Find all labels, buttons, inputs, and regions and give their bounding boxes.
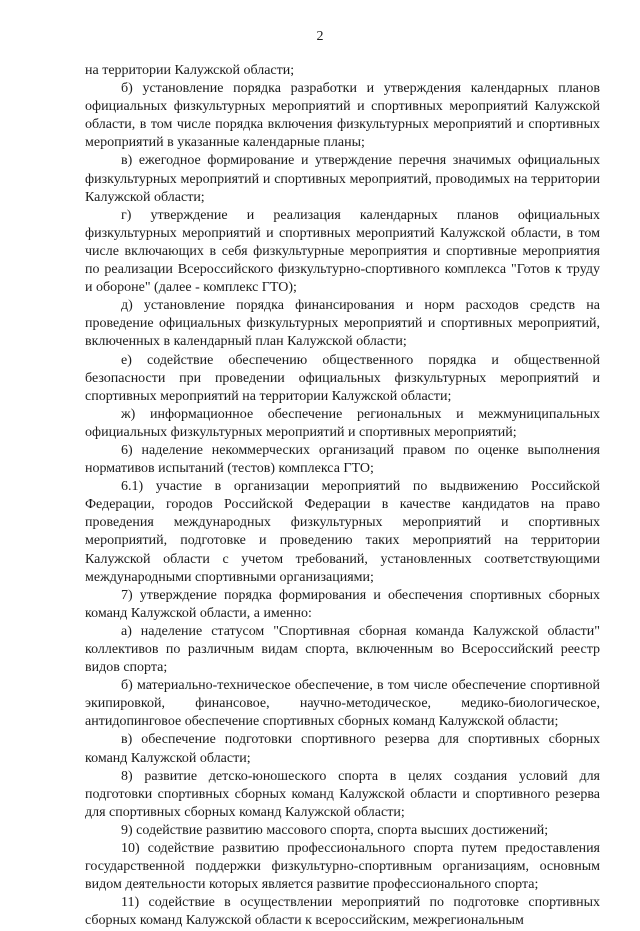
paragraph-item-zh: ж) информационное обеспечение региональных и межмуниципальных официальных физкультурных мероприятий и спортивных мероприятий; [85, 406, 600, 440]
paragraph-item-10: 10) содействие развитию профессионального спорта путем предоставления государственной поддержки физкультурно-спортивным организациям, основным видом деятельности которых является развитие профессионального спорта; [85, 841, 600, 893]
paragraph-item-7-a: а) наделение статусом "Спортивная сборная команда Калужской области" коллективов по различным видам спорта, включенным во Всероссийский реестр видов спорта; [85, 623, 600, 676]
paragraph-item-7-v: в) обеспечение подготовки спортивного резерва для спортивных сборных команд Калужской области; [85, 732, 600, 766]
paragraph-item-v: в) ежегодное формирование и утверждение перечня значимых официальных физкультурных мероприятий и спортивных мероприятий, проводимых на территории Калужской области; [85, 153, 600, 205]
paragraph-item-7: 7) утверждение порядка формирования и обеспечения спортивных сборных команд Калужской области, а именно: [85, 587, 600, 621]
paragraph-item-6-1: 6.1) участие в организации мероприятий по выдвижению Российской Федерации, городов Российской Федерации в качестве кандидатов на право проведения международных физкультурных мероприятий и спортивных мероприятий, подготовке и проведению таких мероприятий на территории Калужской области с учетом требований, установленных соответствующими международными спортивными организациями; [85, 479, 600, 585]
paragraph-item-g: г) утверждение и реализация календарных планов официальных физкультурных мероприятий и спортивных мероприятий Калужской области, в том числе включающих в себя физкультурные мероприятия и спортивные мероприятия по реализации Всероссийского физкультурно-спортивного комплекса "Готов к труду и обороне" (далее - комплекс ГТО); [85, 207, 600, 296]
paragraph-item-7-b: б) материально-техническое обеспечение, в том числе обеспечение спортивной экипировкой, финансовое, научно-методическое, медико-биологическое, антидопинговое обеспечение спортивных сборных команд Калужской области; [85, 678, 600, 730]
scan-speck [355, 838, 357, 840]
paragraph-item-11: 11) содействие в осуществлении мероприятий по подготовке спортивных сборных команд Калужской области к всероссийским, межрегиональным [85, 895, 600, 929]
paragraph-item-9: 9) содействие развитию массового спорта, спорта высших достижений; [121, 822, 549, 838]
paragraph-item-6: 6) наделение некоммерческих организаций правом по оценке выполнения нормативов испытаний (тестов) комплекса ГТО; [85, 442, 600, 477]
paragraph-item-b: б) установление порядка разработки и утверждения календарных планов официальных физкультурных мероприятий и спортивных мероприятий Калужской области, в том числе порядка включения физкультурных мероприятий и спортивных мероприятий в указанные календарные планы; [85, 81, 600, 151]
document-body [85, 62, 600, 931]
page-number: 2 [316, 29, 324, 44]
paragraph-item-e: е) содействие обеспечению общественного порядка и общественной безопасности при проведении официальных физкультурных мероприятий и спортивных мероприятий на территории Калужской области; [85, 352, 600, 404]
paragraph-item-d: д) установление порядка финансирования и норм расходов средств на проведение официальных физкультурных мероприятий и спортивных мероприятий, включенных в календарный план Калужской области; [85, 298, 600, 350]
paragraph-item-8: 8) развитие детско-юношеского спорта в целях создания условий для подготовки спортивных сборных команд Калужской области и спортивного резерва для спортивных сборных команд Калужской области; [85, 768, 600, 820]
paragraph-continuation: на территории Калужской области; [85, 63, 295, 78]
